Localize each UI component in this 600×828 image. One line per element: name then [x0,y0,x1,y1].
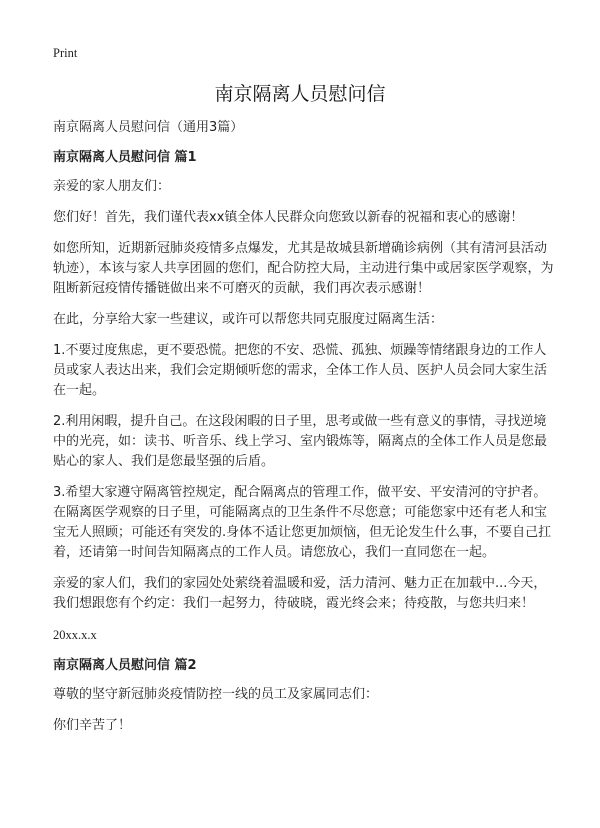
document-subtitle: 南京隔离人员慰问信（通用3篇） [53,120,244,135]
page-title: 南京隔离人员慰问信 [214,83,386,105]
greeting-paragraph: 尊敬的坚守新冠肺炎疫情防控一线的员工及家属同志们： [53,687,379,702]
body-paragraph: 3.希望大家遵守隔离管控规定，配合隔离点的管理工作，做平安、平安清河的守护者。在隔离医学观察的日子里，可能隔离点的卫生条件不尽您意；可能您家中还有老人和宝宝无人照顾；可能还有突发的.身体不适让您更加烦恼，但无论发生什么事，不要自己扛着，还请第一时间告知隔离点的工作人员。请您放心，我们一直同您在一起。 [53,485,552,560]
body-paragraph: 您们好！首先，我们谨代表xx镇全体人民群众向您致以新春的祝福和衷心的感谢！ [53,210,524,225]
greeting-paragraph: 亲爱的家人朋友们： [53,179,171,194]
body-paragraph: 如您所知，近期新冠肺炎疫情多点爆发，尤其是故城县新增确诊病例（其有清河县活动轨迹），本该与家人共享团圆的您们，配合防控大局，主动进行集中或居家医学观察，为阻断新冠疫情传播链做出来不可磨灭的贡献，我们再次表示感谢！ [53,241,554,296]
body-paragraph: 2.利用闲暇，提升自己。在这段闲暇的日子里，思考或做一些有意义的事情，寻找逆境中的光亮，如：读书、听音乐、线上学习、室内锻炼等，隔离点的全体工作人员是您最贴心的家人、我们是您最坚强的后盾。 [53,414,548,469]
print-link[interactable]: Print [53,46,78,60]
body-paragraph: 亲爱的家人们，我们的家园处处萦绕着温暖和爱，活力清河、魅力正在加载中...今天，我们想跟您有个约定：我们一起努力，待破晓，霞光终会来；待疫散，与您共归来！ [53,576,547,611]
document-body [53,118,555,747]
body-paragraph: 在此，分享给大家一些建议，或许可以帮您共同克服度过隔离生活： [53,312,444,327]
section-heading-1: 南京隔离人员慰问信 篇1 [53,150,197,165]
section-heading-2: 南京隔离人员慰问信 篇2 [53,658,197,673]
body-paragraph: 你们辛苦了！ [53,718,132,733]
body-paragraph: 1.不要过度焦虑，更不要恐慌。把您的不安、恐慌、孤独、烦躁等情绪跟身边的工作人员或家人表达出来，我们会定期倾听您的需求，全体工作人员、医护人员会同大家生活在一起。 [53,343,548,398]
letter-date: 20xx.x.x [53,628,97,642]
